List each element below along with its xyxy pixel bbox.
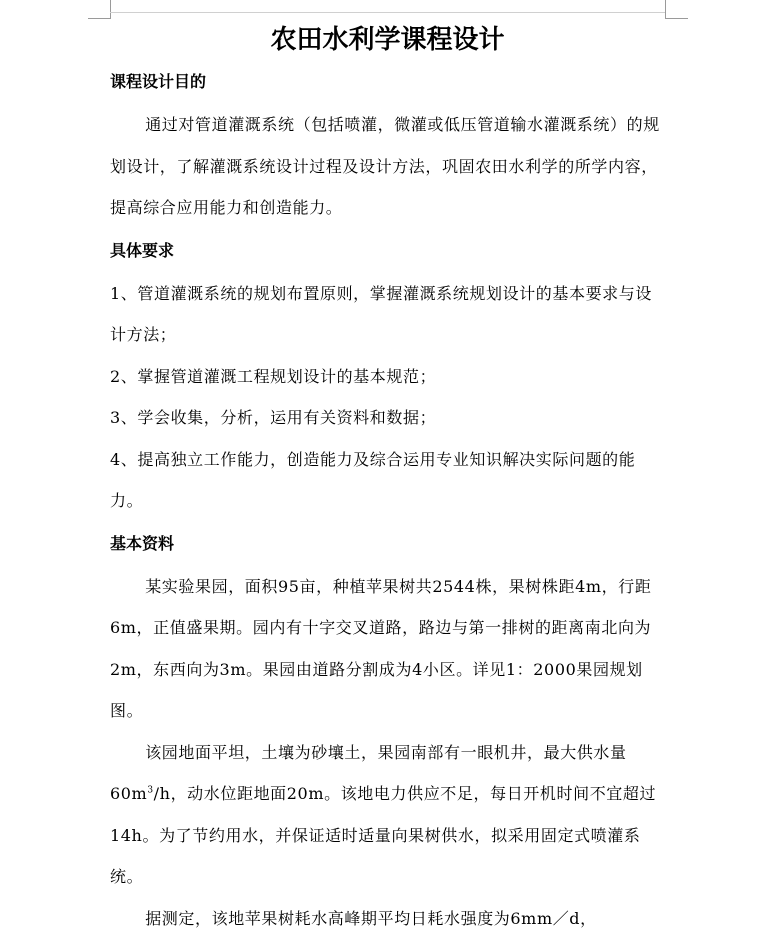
cubic-superscript: 3 [147,785,154,796]
site-conditions-text-end: /h，动水位距地面20m。该地电力供应不足，每日开机时间不宜超过14h。为了节约用水，并保证适时适量向果树供水，拟采用固定式喷灌系统。 [110,784,657,886]
requirement-item-2: 2、掌握管道灌溉工程规划设计的基本规范； [110,366,437,386]
site-conditions-text-start: 该园地面平坦，土壤为砂壤土，果园南部有一眼机井，最大供水量60m [110,742,627,803]
margin-corner-mark-right [665,0,688,19]
requirement-item-4: 4、提高独立工作能力，创造能力及综合运用专业知识解决实际问题的能力。 [110,449,636,510]
requirement-item-1: 1、管道灌溉系统的规划布置原则，掌握灌溉系统规划设计的基本要求与设计方法； [110,283,652,344]
page-top-rule [110,12,665,13]
orchard-description-paragraph: 某实验果园，面积95亩，种植苹果树共2544株，果树株距4m，行距6m，正值盛果期。园内有十字交叉道路，路边与第一排树的距离南北向为2m，东西向为3m。果园由道路分割成为4小区。详见1：2000果园规划图。 [110,576,652,720]
document-title: 农田水利学课程设计 [270,25,505,55]
water-consumption-paragraph: 据测定，该地苹果树耗水高峰期平均日耗水强度为6mm／d， [145,908,597,928]
margin-corner-mark-left [88,0,111,19]
document-body [110,20,665,939]
section-heading-requirements: 具体要求 [110,240,175,260]
requirement-item-3: 3、学会收集，分析，运用有关资料和数据； [110,408,437,427]
site-conditions-paragraph [110,732,665,898]
section-heading-purpose: 课程设计目的 [110,72,207,91]
purpose-paragraph: 通过对管道灌溉系统（包括喷灌，微灌或低压管道输水灌溉系统）的规划设计，了解灌溉系统设计过程及设计方法，巩固农田水利学的所学内容，提高综合应用能力和创造能力。 [110,115,660,217]
section-heading-basic-data: 基本资料 [110,533,175,553]
